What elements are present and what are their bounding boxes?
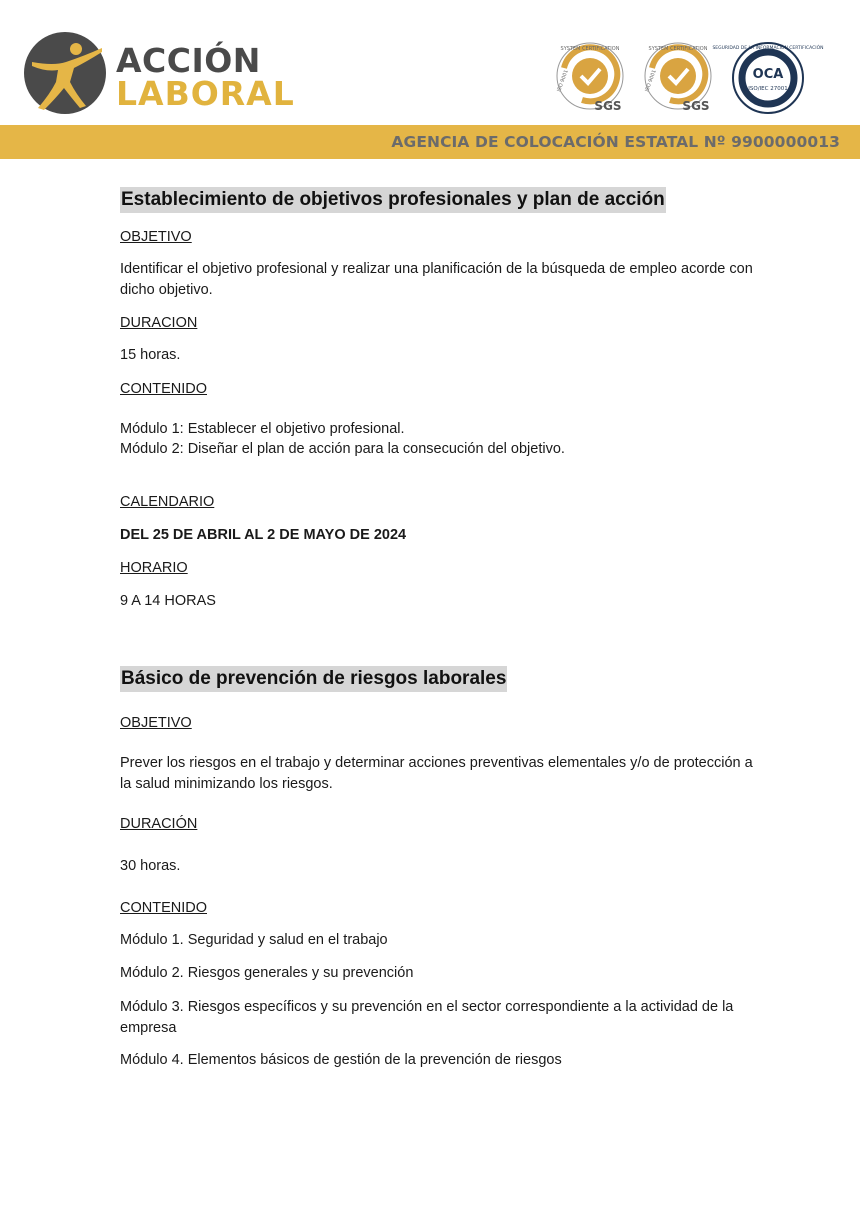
course1-contenido-label: CONTENIDO <box>120 381 207 397</box>
brand-name <box>116 41 295 113</box>
course1-title: Establecimiento de objetivos profesionales y plan de acción <box>120 187 666 213</box>
sgs-certification-badge-icon <box>552 40 628 114</box>
course1-modulo-2: Módulo 2: Diseñar el plan de acción para la consecución del objetivo. <box>120 441 565 457</box>
cert2-ring-text: SYSTEM CERTIFICATION <box>648 46 708 52</box>
agency-registration-text: AGENCIA DE COLOCACIÓN ESTATAL Nº 9900000013 <box>391 133 840 151</box>
course2-duracion-label: DURACIÓN <box>120 816 198 832</box>
course2-contenido-label: CONTENIDO <box>120 900 207 916</box>
course1-duracion-text: 15 horas. <box>120 347 181 363</box>
course2-objetivo-text: Prever los riesgos en el trabajo y determinar acciones preventivas elementales y/o de protección a la salud minimizando los riesgos. <box>120 755 753 792</box>
course1-modulo-1: Módulo 1: Establecer el objetivo profesional. <box>120 421 405 437</box>
cert1-ring-text: SYSTEM CERTIFICATION <box>560 46 620 52</box>
course2-modulo-3: Módulo 3. Riesgos específicos y su prevención en el sector correspondiente a la actividad de la empresa <box>120 999 734 1036</box>
cert3-ring-text: SEGURIDAD DE LA INFORMACIÓN CERTIFICACIÓN <box>712 46 824 51</box>
course1-calendario-label: CALENDARIO <box>120 494 215 510</box>
brand-line-1: ACCIÓN <box>116 41 261 80</box>
course1-objetivo-label: OBJETIVO <box>120 229 192 245</box>
course1-duracion-label: DURACION <box>120 315 198 331</box>
cert1-mark: SGS <box>594 99 622 113</box>
course1-objetivo-text: Identificar el objetivo profesional y realizar una planificación de la búsqueda de empleo acorde con dicho objetivo. <box>120 261 753 298</box>
cert3-mark: OCA <box>752 67 784 82</box>
course2-modulo-1: Módulo 1. Seguridad y salud en el trabajo <box>120 932 388 948</box>
course2-duracion-text: 30 horas. <box>120 858 181 874</box>
course2-modulo-4: Módulo 4. Elementos básicos de gestión de la prevención de riesgos <box>120 1052 562 1068</box>
cert2-mark: SGS <box>682 99 710 113</box>
cert1-side-text: ISO 9001 <box>556 69 570 93</box>
course2-modulo-2: Módulo 2. Riesgos generales y su prevención <box>120 965 414 981</box>
course1-horario-text: 9 A 14 HORAS <box>120 593 216 609</box>
page-header <box>0 0 860 125</box>
brand-line-2: LABORAL <box>116 74 295 113</box>
cert2-side-text: ISO 9001 <box>644 69 658 93</box>
agency-band <box>0 125 860 159</box>
course2-objetivo-label: OBJETIVO <box>120 715 192 731</box>
cert3-standard: ISO/IEC 27001 <box>748 86 788 92</box>
oca-certification-badge-icon <box>712 40 824 116</box>
course1-calendario-text: DEL 25 DE ABRIL AL 2 DE MAYO DE 2024 <box>120 527 407 543</box>
sgs-certification-badge-icon <box>640 40 716 114</box>
course2-title: Básico de prevención de riesgos laborales <box>120 666 507 692</box>
course1-horario-label: HORARIO <box>120 560 188 576</box>
accion-laboral-logo-icon <box>24 32 106 114</box>
